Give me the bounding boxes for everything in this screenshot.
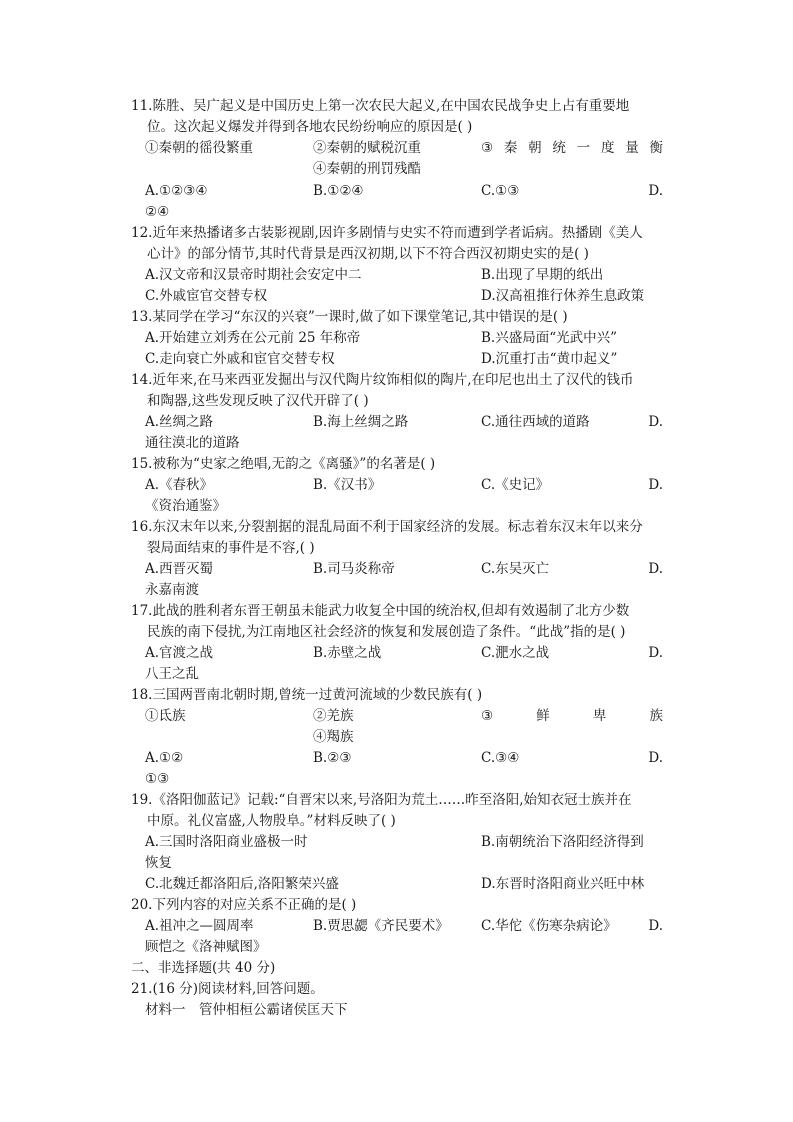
- q20-stem-line1: 20.下列内容的对应关系不正确的是( ): [131, 897, 357, 913]
- q18-item3-char: ③: [481, 708, 494, 724]
- q18-item-3: [481, 706, 663, 726]
- q18-stem-line1: 18.三国两晋南北朝时期,曾统一过黄河流域的少数民族有( ): [131, 687, 483, 703]
- q18-item-2: ②羌族: [313, 708, 354, 724]
- q20-options-row: [145, 916, 663, 936]
- q11-item3-char: 量: [625, 140, 639, 156]
- q15-option-b[interactable]: B.《汉书》: [313, 477, 382, 493]
- section2-heading: 二、非选择题(共 40 分): [131, 960, 276, 976]
- q20-option-a[interactable]: A.祖冲之—圆周率: [145, 918, 254, 934]
- q18-item-1: ①氐族: [145, 708, 186, 724]
- q11-items-row1: [145, 138, 663, 158]
- q16-option-c[interactable]: C.东吴灭亡: [481, 561, 550, 577]
- q12-option-a[interactable]: A.汉文帝和汉景帝时期社会安定中二: [145, 267, 362, 283]
- q15-option-d-label[interactable]: D.: [648, 477, 663, 493]
- q11-stem-line2: 位。这次起义爆发并得到各地农民纷纷响应的原因是( ): [147, 119, 473, 135]
- q11-item-4: ④秦朝的刑罚残酷: [313, 161, 421, 177]
- q17-option-d-text: 八王之乱: [145, 666, 199, 682]
- q13-stem-line1: 13.某同学在学习“东汉的兴衰”一课时,做了如下课堂笔记,其中错误的是( ): [131, 309, 568, 325]
- q16-option-d-text: 永嘉南渡: [145, 582, 199, 598]
- q16-stem-line2: 裂局面结束的事件是不容,( ): [147, 540, 315, 556]
- q18-options-row: [145, 748, 663, 768]
- q15-option-d-text: 《资治通鉴》: [145, 498, 226, 514]
- q18-option-c[interactable]: C.③④: [481, 750, 520, 766]
- q12-options-row1: [145, 265, 663, 285]
- q20-option-b[interactable]: B.贾思勰《齐民要术》: [313, 918, 449, 934]
- q19-options-row1: [145, 832, 663, 852]
- q12-option-c[interactable]: C.外戚宦官交替专权: [145, 288, 268, 304]
- q13-options-row2: [145, 349, 663, 369]
- q11-items-row2: [145, 159, 663, 179]
- q14-option-c[interactable]: C.通往西域的道路: [481, 414, 590, 430]
- q17-stem-line2: 民族的南下侵扰,为江南地区社会经济的恢复和发展创造了条件。“此战”指的是( ): [147, 624, 626, 640]
- q19-stem-line2: 中原。礼仪富盛,人物殷阜。”材料反映了( ): [147, 813, 396, 829]
- q11-item3-char: 度: [600, 140, 615, 156]
- q11-stem-line1: 11.陈胜、吴广起义是中国历史上第一次农民大起义,在中国农民战争史上占有重要地: [131, 98, 630, 114]
- q11-item-2: ②秦朝的赋税沉重: [313, 140, 421, 156]
- q19-option-b[interactable]: B.南朝统治下洛阳经济得到: [481, 834, 644, 850]
- q12-options-row2: [145, 286, 663, 306]
- q21-stem: 21.(16 分)阅读材料,回答问题。: [131, 981, 324, 997]
- q11-item3-char: 衡: [649, 140, 663, 156]
- q16-option-d-label[interactable]: D.: [648, 561, 663, 577]
- q11-option-a[interactable]: A.①②③④: [145, 183, 208, 199]
- q12-option-b[interactable]: B.出现了早期的纸出: [481, 267, 604, 283]
- q18-option-b[interactable]: B.②③: [313, 750, 352, 766]
- q11-option-b[interactable]: B.①②④: [313, 183, 364, 199]
- q18-option-a[interactable]: A.①②: [145, 750, 184, 766]
- q15-option-a[interactable]: A.《春秋》: [145, 477, 214, 493]
- q13-options-row1: [145, 328, 663, 348]
- q18-item-4: ④羯族: [313, 729, 354, 745]
- q18-items-row1: [145, 706, 663, 726]
- q14-stem-line1: 14.近年来,在马来西亚发掘出与汉代陶片纹饰相似的陶片,在印尼也出土了汉代的钱币: [131, 372, 634, 388]
- q17-stem-line1: 17.此战的胜利者东晋王朝虽未能武力收复全中国的统治权,但却有效遏制了北方少数: [131, 603, 630, 619]
- q16-options-row: [145, 559, 663, 579]
- q11-item-1: ①秦朝的徭役繁重: [145, 140, 253, 156]
- q11-item3-char: ③: [481, 140, 494, 156]
- q12-stem-line2: 心计》的部分情节,其时代背景是西汉初期,以下不符合西汉初期史实的是( ): [147, 246, 589, 262]
- q15-options-row: [145, 475, 663, 495]
- q20-option-d-text: 顾恺之《洛神赋图》: [145, 939, 267, 955]
- q16-option-a[interactable]: A.西晋灭蜀: [145, 561, 214, 577]
- q14-option-d-label[interactable]: D.: [648, 414, 663, 430]
- q19-stem-line1: 19.《洛阳伽蓝记》记载:“自晋宋以来,号洛阳为荒土……昨至洛阳,始知衣冠士族并在: [131, 792, 632, 808]
- q18-item3-char: 卑: [592, 708, 607, 724]
- q16-option-b[interactable]: B.司马炎称帝: [313, 561, 395, 577]
- q14-stem-line2: 和陶器,这些发现反映了汉代开辟了( ): [147, 393, 369, 409]
- q12-option-d[interactable]: D.汉高祖推行休养生息政策: [481, 288, 645, 304]
- q17-option-a[interactable]: A.官渡之战: [145, 645, 214, 661]
- q14-options-row: [145, 412, 663, 432]
- q18-items-row2: [145, 727, 663, 747]
- q11-option-d-label[interactable]: D.: [648, 183, 663, 199]
- q18-item3-char: 鲜: [536, 708, 550, 724]
- q11-item-3: [481, 138, 663, 158]
- q18-option-d-label[interactable]: D.: [648, 750, 663, 766]
- q11-item3-char: 秦: [503, 140, 518, 156]
- q20-option-d-label[interactable]: D.: [648, 918, 663, 934]
- q14-option-a[interactable]: A.丝绸之路: [145, 414, 214, 430]
- q11-option-d-text: ②④: [145, 204, 170, 220]
- q19-option-c[interactable]: C.北魏迁都洛阳后,洛阳繁荣兴盛: [145, 876, 339, 892]
- q17-option-d-label[interactable]: D.: [648, 645, 663, 661]
- q13-option-a[interactable]: A.开始建立刘秀在公元前 25 年称帝: [145, 330, 361, 346]
- q19-option-b-cont: 恢复: [145, 855, 172, 871]
- q15-stem-line1: 15.被称为“史家之绝唱,无韵之《离骚》”的名著是( ): [131, 456, 436, 472]
- q11-options-row: [145, 181, 663, 201]
- q13-option-b[interactable]: B.兴盛局面“光武中兴”: [481, 330, 618, 346]
- q13-option-d[interactable]: D.沉重打击“黄巾起义”: [481, 351, 618, 367]
- q20-option-c[interactable]: C.华佗《伤寒杂病论》: [481, 918, 617, 934]
- q14-option-d-text: 通往漠北的道路: [145, 435, 240, 451]
- q12-stem-line1: 12.近年来热播诸多古装影视剧,因许多剧情与史实不符而遭到学者诟病。热播剧《美人: [131, 225, 643, 241]
- q11-item3-char: 一: [576, 140, 591, 156]
- q11-option-c[interactable]: C.①③: [481, 183, 520, 199]
- q14-option-b[interactable]: B.海上丝绸之路: [313, 414, 409, 430]
- q13-option-c[interactable]: C.走向衰亡外戚和宦官交替专权: [145, 351, 335, 367]
- q19-option-d[interactable]: D.东晋时洛阳商业兴旺中林: [481, 876, 645, 892]
- q11-item3-char: 统: [552, 140, 566, 156]
- q11-item3-char: 朝: [528, 140, 542, 156]
- q19-options-row2: [145, 874, 663, 894]
- q19-option-a[interactable]: A.三国时洛阳商业盛极一时: [145, 834, 308, 850]
- q17-option-b[interactable]: B.赤壁之战: [313, 645, 382, 661]
- q18-option-d-text: ①③: [145, 771, 170, 787]
- q21-material1: 材料一 管仲相桓公霸诸侯匡天下: [145, 1002, 348, 1018]
- q18-item3-char: 族: [649, 708, 663, 724]
- q17-option-c[interactable]: C.淝水之战: [481, 645, 550, 661]
- q17-options-row: [145, 643, 663, 663]
- q15-option-c[interactable]: C.《史记》: [481, 477, 550, 493]
- q16-stem-line1: 16.东汉末年以来,分裂割据的混乱局面不利于国家经济的发展。标志着东汉末年以来分: [131, 519, 643, 535]
